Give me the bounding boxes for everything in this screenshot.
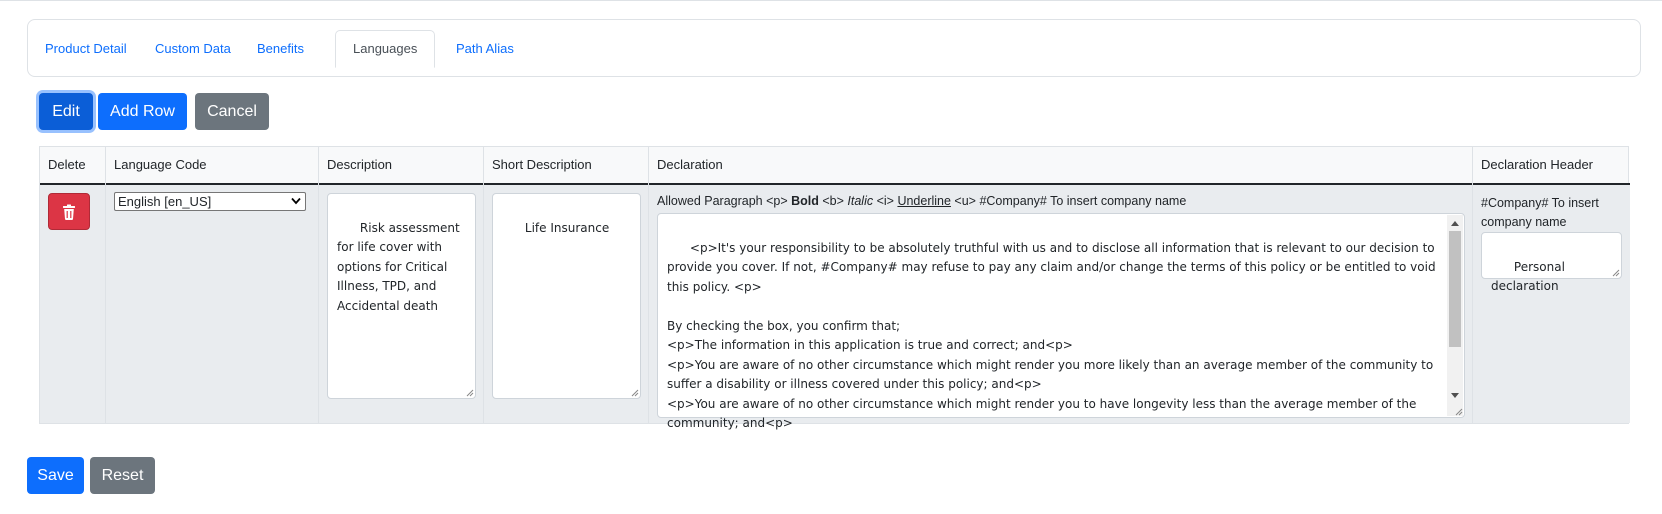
header-declaration-header: Declaration Header (1473, 147, 1630, 185)
column-short-description (484, 147, 649, 423)
tab-path-alias[interactable]: Path Alias (456, 41, 514, 56)
header-short-description: Short Description (484, 147, 648, 185)
help-italic-tag: <i> (873, 194, 898, 208)
column-description (319, 147, 484, 423)
scrollbar-thumb[interactable] (1449, 231, 1461, 347)
help-prefix: Allowed Paragraph <p> (657, 194, 792, 208)
declaration-header-help: #Company# To insert company name (1481, 196, 1599, 229)
cancel-button[interactable]: Cancel (195, 93, 269, 130)
declaration-textarea[interactable] (657, 213, 1465, 430)
help-suffix: <u> #Company# To insert company name (950, 194, 1187, 208)
declaration-value: <p>It's your responsibility to be absolutely truthful with us and to disclose all information that is relevant to our decision to provide you cover. If not, #Company# may refuse to pay any claim and/or change the terms of this policy or be entitled to void this policy. <p> By checking the box, you confirm that; <p>The information in this application is true and correct; and<p> <p>You are aware of no other circumstance which might render you more likely than an average member of the community to suffer a disability or illness covered under this policy; and<p> <p>You are aware of no other circumstance which might render you to have longevity less than the average member of the community; and<p> (667, 240, 1436, 430)
edit-button[interactable]: Edit (39, 93, 93, 130)
languages-table (39, 146, 1629, 430)
cell-language-code (106, 185, 318, 423)
delete-row-button[interactable] (48, 193, 90, 230)
help-bold: Bold (791, 194, 819, 208)
help-underline: Underline (897, 194, 951, 208)
column-declaration-header (1473, 147, 1630, 423)
tab-product-detail[interactable]: Product Detail (45, 41, 127, 56)
column-delete (40, 147, 106, 423)
declaration-header-value: Personal declaration (1491, 259, 1569, 293)
chevron-down-icon (291, 197, 301, 205)
column-declaration (649, 147, 1473, 430)
header-description: Description (319, 147, 483, 185)
resize-grip-icon[interactable] (1453, 406, 1463, 416)
header-language-code: Language Code (106, 147, 318, 185)
resize-grip-icon[interactable] (629, 387, 639, 397)
save-button[interactable]: Save (27, 457, 84, 494)
header-declaration: Declaration (649, 147, 1472, 185)
declaration-scrollbar[interactable] (1447, 215, 1463, 416)
language-code-select[interactable] (114, 192, 306, 211)
resize-grip-icon[interactable] (1610, 267, 1620, 277)
tab-custom-data[interactable]: Custom Data (155, 41, 231, 56)
short-description-value: Life Insurance (524, 220, 610, 235)
trash-icon (62, 204, 76, 220)
reset-button[interactable]: Reset (90, 457, 155, 494)
top-divider (0, 0, 1662, 1)
column-language-code (106, 147, 319, 423)
language-code-value: English [en_US] (118, 194, 212, 209)
help-bold-tag: <b> (818, 194, 848, 208)
header-delete: Delete (40, 147, 105, 185)
scroll-down-icon[interactable] (1447, 388, 1463, 402)
short-description-textarea[interactable] (492, 193, 641, 399)
description-textarea[interactable] (327, 193, 476, 399)
description-value: Risk assessment for life cover with options for Critical Illness, TPD, and Accidental death (337, 220, 464, 313)
help-italic: Italic (847, 194, 874, 208)
tabs-card (27, 19, 1641, 77)
tab-languages[interactable]: Languages (335, 30, 435, 68)
scroll-up-icon[interactable] (1447, 216, 1463, 230)
tab-benefits[interactable]: Benefits (257, 41, 304, 56)
resize-grip-icon[interactable] (464, 387, 474, 397)
add-row-button[interactable]: Add Row (98, 93, 187, 130)
declaration-header-textarea[interactable] (1481, 232, 1622, 293)
declaration-formatting-help (657, 194, 1186, 208)
